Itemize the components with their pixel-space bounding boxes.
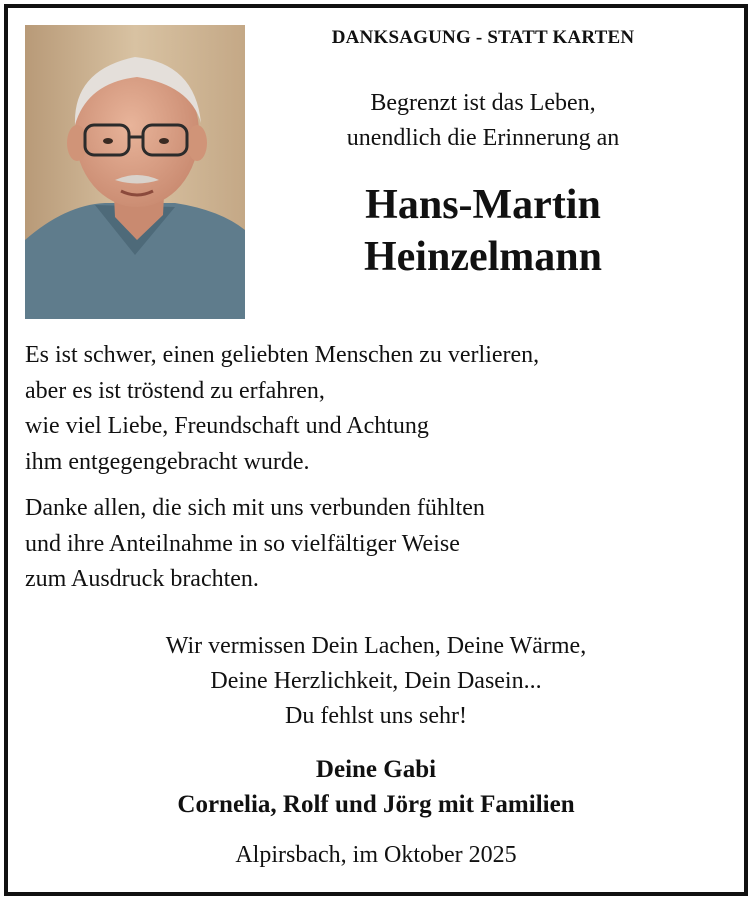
signer-line: Deine Gabi [315,756,437,783]
first-name: Hans-Martin [365,182,601,228]
last-name: Heinzelmann [364,234,602,280]
motto-line: Begrenzt ist das Leben, [370,90,596,116]
paragraph-line: und ihre Anteilnahme in so vielfältiger Weise [25,530,460,557]
signers [0,752,752,822]
paragraph-line: wie viel Liebe, Freundschaft und Achtung [25,413,429,439]
portrait-photo [25,25,245,319]
closing-verse [0,629,752,734]
closing-line: Du fehlst uns sehr! [285,703,467,729]
paragraph-line: Danke allen, die sich mit uns verbunden fühlten [25,495,485,521]
paragraph-line: ihm entgegengebracht wurde. [25,448,310,475]
paragraph-line: aber es ist tröstend zu erfahren, [25,377,325,404]
paragraph-line: Es ist schwer, einen geliebten Menschen zu verlieren, [25,342,540,368]
paragraph-line: zum Ausdruck brachten. [25,566,259,592]
paragraph-thanks [25,338,725,480]
motto-line: unendlich die Erinnerung an [346,125,620,151]
paragraph-gratitude [25,491,725,598]
notice-header: DANKSAGUNG - STATT KARTEN [331,27,635,48]
closing-line: Wir vermissen Dein Lachen, Deine Wärme, [165,633,587,659]
place-date: Alpirsbach, im Oktober 2025 [235,842,517,868]
signer-line: Cornelia, Rolf und Jörg mit Familien [177,791,575,818]
motto [258,86,708,156]
closing-line: Deine Herzlichkeit, Dein Dasein... [210,668,542,694]
deceased-name [258,179,708,283]
